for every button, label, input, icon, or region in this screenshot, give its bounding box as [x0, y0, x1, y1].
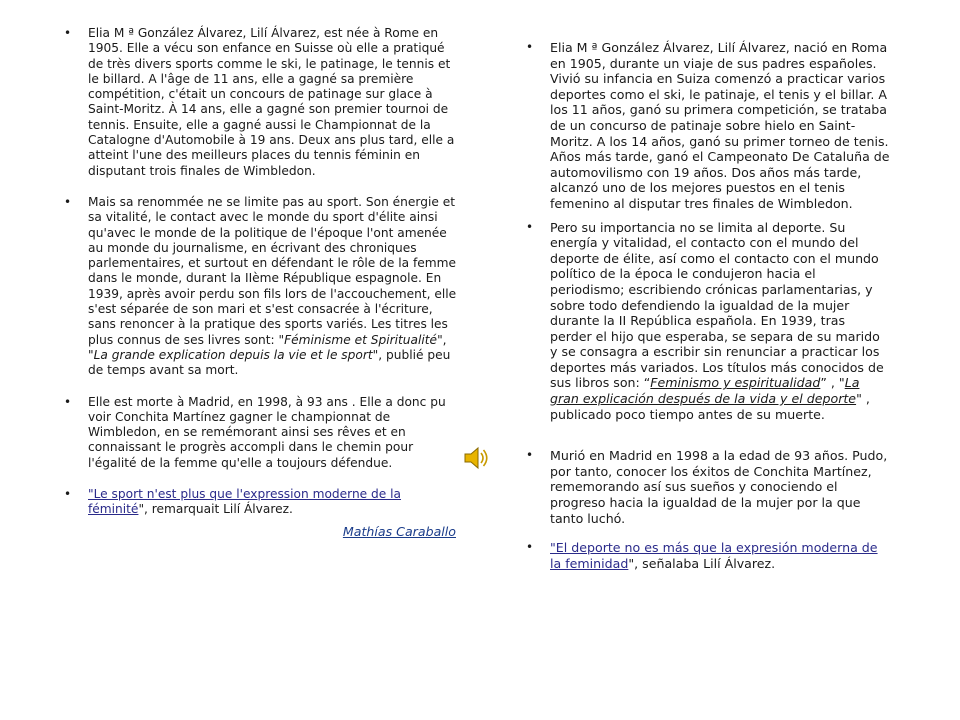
french-paragraph-3 — [58, 395, 458, 471]
french-paragraph-4 — [58, 487, 458, 518]
bullet: • — [64, 394, 72, 409]
french-p2-text-a: Mais sa renommée ne se limite pas au sport. Son énergie et sa vitalité, le contact avec le monde du sport d'élite ainsi qu'avec le monde de la politique de l'époque l'ont amenée au monde du journalisme, en écrivant des chroniques parlementaires, et surtout en défendant le rôle de la femme dans le monde, durant la IIème République espagnole. En 1939, après avoir perdu son fils lors de l'accouchement, elle s'est séparée de son mari et s'est consacrée à l'écriture, sans renoncer à la pratique des sports variés. Les titres les plus connus de ses livres sont: " — [88, 194, 457, 347]
french-book-title-1: Féminisme et Spiritualité — [284, 332, 438, 347]
bullet: • — [526, 40, 534, 54]
spanish-paragraph-4 — [520, 540, 890, 571]
spanish-quote-rest: ", señalaba Lilí Álvarez. — [628, 555, 776, 571]
french-column — [58, 26, 458, 539]
spanish-quote-link[interactable]: "El deporte no es más que la expresión moderna de la feminidad — [550, 540, 878, 571]
speaker-icon[interactable] — [462, 444, 490, 472]
french-paragraph-list — [58, 26, 458, 518]
spanish-p2-text-a: Pero su importancia no se limita al deporte. Su energía y vitalidad, el contacto con el mundo del deporte de élite, así como el contacto con el mundo político de la época le condujeron hacia el periodismo; escribiendo crónicas parlamentarias, y sobre todo defendiendo la igualdad de la mujer durante la II República española. En 1939, tras perder el hijo que esperaba, se separa de su marido y se consagra a escribir sin renunciar a practicar los deportes más variados. Los títulos más conocidos de sus libros son: “ — [550, 219, 884, 391]
spanish-book-title-1: Feminismo y espiritualidad — [650, 375, 821, 391]
french-quote-link[interactable]: "Le sport n'est plus que l'expression moderne de la féminité — [88, 487, 402, 517]
bullet: • — [526, 448, 534, 463]
bullet: • — [526, 540, 534, 555]
spanish-p2-text-b: ” , " — [820, 375, 845, 391]
bullet: • — [526, 219, 534, 234]
french-book-title-2: La grande explication depuis la vie et le sport — [93, 347, 373, 362]
spanish-p1-text: Elia M ª González Álvarez, Lilí Álvarez, nació en Roma en 1905, durante un viaje de sus padres españoles. Vivió su infancia en Suiza comenzó a practicar varios deportes como el ski, le patinaje, el tenis y el billar. A los 11 años, ganó su primera competición, se trataba de un concurso de patinaje sobre hielo en Saint-Moritz. A los 14 años, ganó su primer torneo de tenis. Años más tarde, ganó el Campeonato De Cataluña de automovilismo con 19 años. Dos años más tarde, alcanzó uno de los mejores puestos en el tenis femenino al disputar tres finales de Wimbledon. — [550, 40, 890, 211]
spanish-paragraph-1 — [520, 40, 890, 212]
bullet: • — [64, 487, 72, 502]
spanish-paragraph-2 — [520, 220, 890, 423]
french-paragraph-2 — [58, 195, 458, 379]
bullet: • — [64, 26, 72, 40]
french-p1-text: Elia M ª González Álvarez, Lilí Álvarez, est née à Rome en 1905. Elle a vécu son enfance en Suisse où elle a pratiqué de très divers sports comme le ski, le patinage, le tennis et le billard. A l'âge de 11 ans, elle a gagné sa première compétition, c'était un concours de patinage sur glace à Saint-Moritz. À 14 ans, elle a gagné son premier tournoi de tennis. Ensuite, elle a gagné aussi le Championnat de la Catalogne d'Automobile à 19 ans. Deux ans plus tard, elle a atteint l'une des meilleurs places du tennis féminin en disputant trois finales de Wimbledon. — [88, 26, 455, 178]
spanish-paragraph-list — [520, 40, 890, 571]
author-signature[interactable]: Mathías Caraballo — [342, 523, 456, 539]
french-p2-text-c: ", publié peu de temps avant sa mort. — [88, 347, 451, 378]
french-quote-rest: ", remarquait Lilí Álvarez. — [138, 502, 293, 517]
spanish-column — [520, 40, 890, 584]
spanish-p3-text: Murió en Madrid en 1998 a la edad de 93 años. Pudo, por tanto, conocer los éxitos de Conchita Martínez, rememorando así sus sueños y conociendo el progreso hacia la igualdad de la mujer por la que tanto luchó. — [550, 448, 888, 526]
spanish-p2-text-c: " , publicado poco tiempo antes de su muerte. — [550, 391, 870, 422]
french-paragraph-1 — [58, 26, 458, 179]
spanish-book-title-2: La gran explicación después de la vida y el deporte — [550, 375, 860, 407]
bullet: • — [64, 194, 72, 209]
french-p3-text: Elle est morte à Madrid, en 1998, à 93 ans . Elle a donc pu voir Conchita Martínez gagner le championnat de Wimbledon, en se remémorant ainsi ses rêves et en connaissant le progrès accompli dans le chemin pour l'égalité de la femme qu'elle a toujours défendue. — [88, 394, 446, 470]
spanish-paragraph-3 — [520, 448, 890, 526]
french-p2-text-b: ", " — [88, 332, 447, 362]
